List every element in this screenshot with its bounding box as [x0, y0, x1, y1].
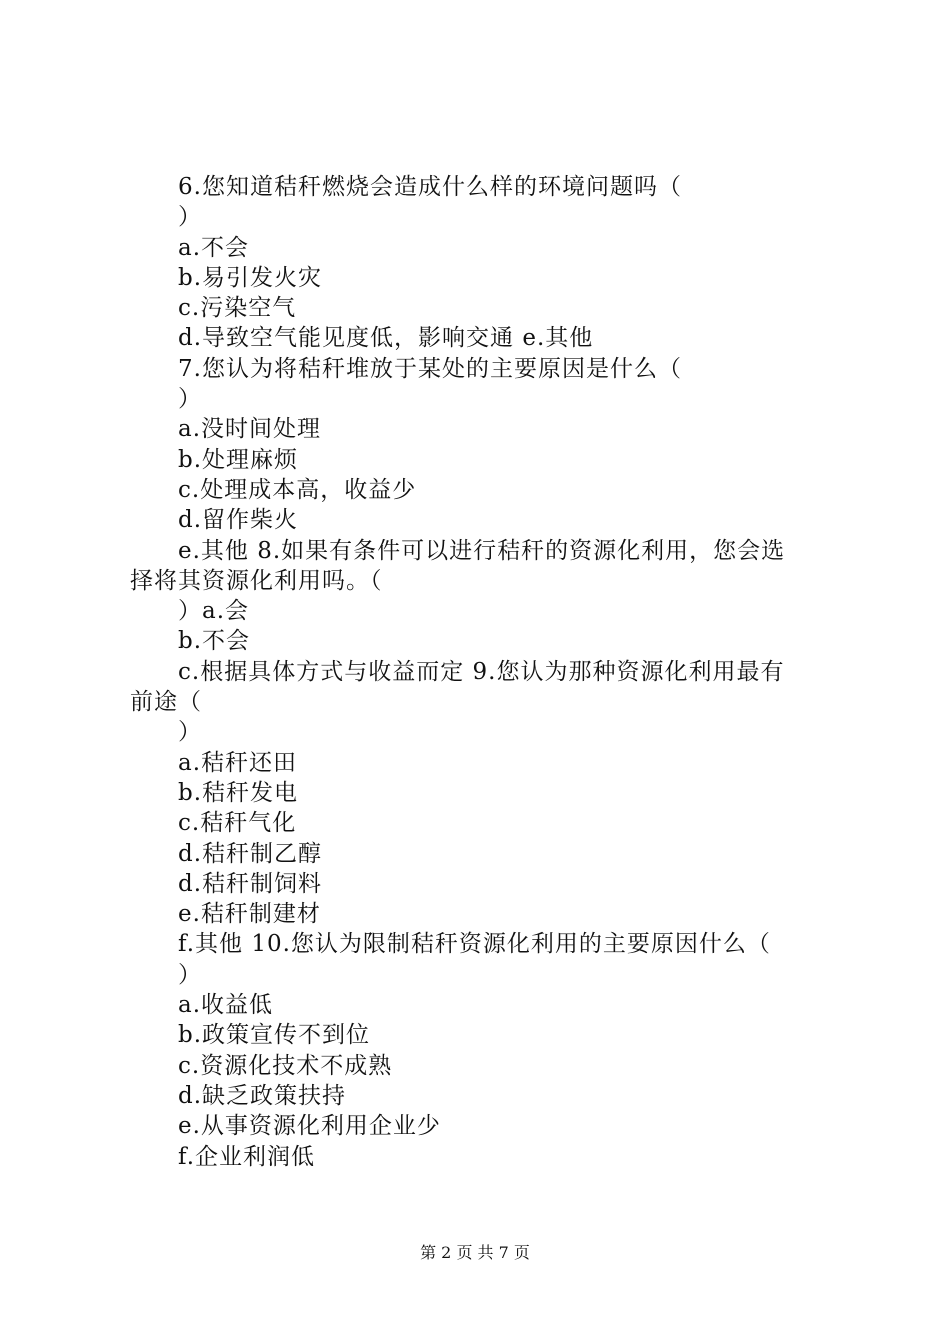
text-line: d.导致空气能见度低，影响交通 e.其他 — [178, 325, 594, 352]
text-line: a.收益低 — [178, 992, 274, 1019]
text-line: ） — [178, 386, 202, 413]
text-line: ） — [178, 961, 202, 988]
text-line: e.其他 8.如果有条件可以进行秸秆的资源化利用，您会选 — [178, 537, 786, 564]
text-line: f.其他 10.您认为限制秸秆资源化利用的主要原因什么（ — [178, 931, 771, 958]
text-line: ）a.会 — [178, 598, 250, 625]
text-line: ） — [178, 204, 202, 231]
text-line: c.处理成本高，收益少 — [178, 476, 417, 503]
text-line: b.处理麻烦 — [178, 446, 299, 473]
text-line: e.从事资源化利用企业少 — [178, 1113, 441, 1140]
page-footer — [0, 1243, 950, 1263]
text-line: d.留作柴火 — [178, 507, 299, 534]
text-line: c.资源化技术不成熟 — [178, 1052, 393, 1079]
text-line: e.秸秆制建材 — [178, 901, 321, 928]
text-line: b.秸秆发电 — [178, 779, 299, 806]
text-line: b.易引发火灾 — [178, 264, 323, 291]
text-line: b.不会 — [178, 628, 251, 655]
text-line: 7.您认为将秸秆堆放于某处的主要原因是什么（ — [178, 355, 682, 382]
text-line: a.不会 — [178, 234, 250, 261]
text-line: f.企业利润低 — [178, 1143, 316, 1170]
text-line: c.秸秆气化 — [178, 810, 297, 837]
text-line: a.秸秆还田 — [178, 749, 298, 776]
text-line: d.秸秆制乙醇 — [178, 840, 323, 867]
text-line: d.秸秆制饲料 — [178, 870, 323, 897]
text-line: 前途（ — [130, 689, 202, 716]
text-line: c.根据具体方式与收益而定 9.您认为那种资源化利用最有 — [178, 658, 785, 685]
text-line: ） — [178, 719, 202, 746]
text-line: b.政策宣传不到位 — [178, 1022, 371, 1049]
text-line: d.缺乏政策扶持 — [178, 1082, 347, 1109]
text-line: 6.您知道秸秆燃烧会造成什么样的环境问题吗（ — [178, 174, 682, 200]
page-number: 第 2 页 共 7 页 — [420, 1243, 530, 1262]
text-line: c.污染空气 — [178, 295, 297, 322]
questionnaire-body — [130, 172, 830, 1172]
text-line: 择将其资源化利用吗。（ — [130, 567, 383, 594]
text-line: a.没时间处理 — [178, 416, 322, 443]
